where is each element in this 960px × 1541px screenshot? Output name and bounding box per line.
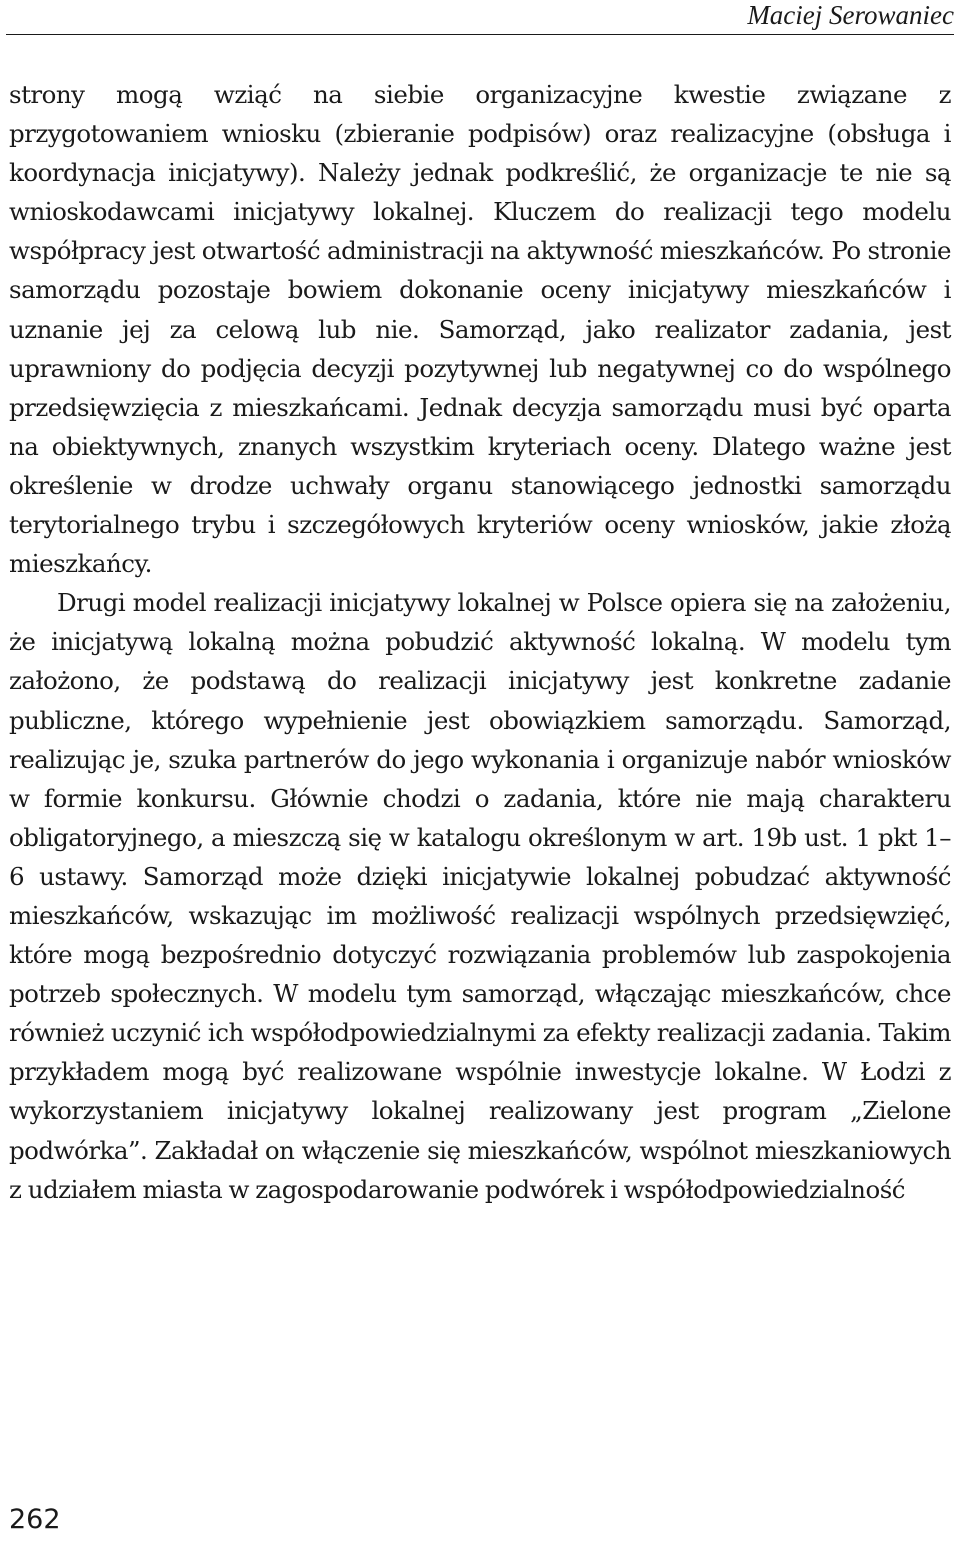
paragraph: Drugi model realizacji inicjatywy lokalnej w Polsce opiera się na założeniu, że inicjatywą lokalną można pobudzić aktywność lokalną. W modelu tym założono, że podstawą do realizacji inicjatywy jest konkretne zadanie publiczne, którego wypełnienie jest obowiązkiem samorządu. Samorząd, realizując je, szuka partnerów do jego wykonania i organizuje nabór wniosków w formie konkursu. Głównie chodzi o zadania, które nie mają charakteru obligatoryjnego, a mieszczą się w katalogu określonym w art. 19b ust. 1 pkt 1–6 ustawy. Samorząd może dzięki inicjatywie lokalnej pobudzać aktywność mieszkańców, wskazując im możliwość realizacji wspólnych przedsięwzięć, które mogą bezpośrednio dotyczyć rozwiązania problemów lub zaspokojenia potrzeb społecznych. W modelu tym samorząd, włączając mieszkańców, chce również uczynić ich współodpowiedzialnymi za efekty realizacji zadania. Takim przykładem mogą być realizowane wspólnie inwestycje lokalne. W Łodzi z wykorzystaniem inicjatywy lokalnej realizowany jest program „Zielone podwórka”. Zakładał on włączenie się mieszkańców, wspólnot mieszkaniowych z udziałem miasta w zagospodarowanie podwórek i współodpowiedzialność [9, 588, 951, 1204]
page-number: 262 [9, 1504, 61, 1535]
header-divider [6, 34, 954, 35]
body-text [9, 75, 951, 1209]
paragraph-continued: strony mogą wziąć na siebie organizacyjne kwestie związane z przygotowaniem wniosku (zbieranie podpisów) oraz realizacyjne (obsługa i koordynacja inicjatywy). Należy jednak podkreślić, że organizacje te nie są wnioskodawcami inicjatywy lokalnej. Kluczem do realizacji tego modelu współpracy jest otwartość administracji na aktywność mieszkańców. Po stronie samorządu pozostaje bowiem dokonanie oceny inicjatywy mieszkańców i uznanie jej za celową lub nie. Samorząd, jako realizator zadania, jest uprawniony do podjęcia decyzji pozytywnej lub negatywnej co do wspólnego przedsięwzięcia z mieszkańcami. Jednak decyzja samorządu musi być oparta na obiektywnych, znanych wszystkim kryteriach oceny. Dlatego ważne jest określenie w drodze uchwały organu stanowiącego jednostki samorządu terytorialnego trybu i szczegółowych kryteriów oceny wniosków, jakie złożą mieszkańcy. [9, 80, 951, 579]
running-header-author: Maciej Serowaniec [747, 0, 954, 30]
